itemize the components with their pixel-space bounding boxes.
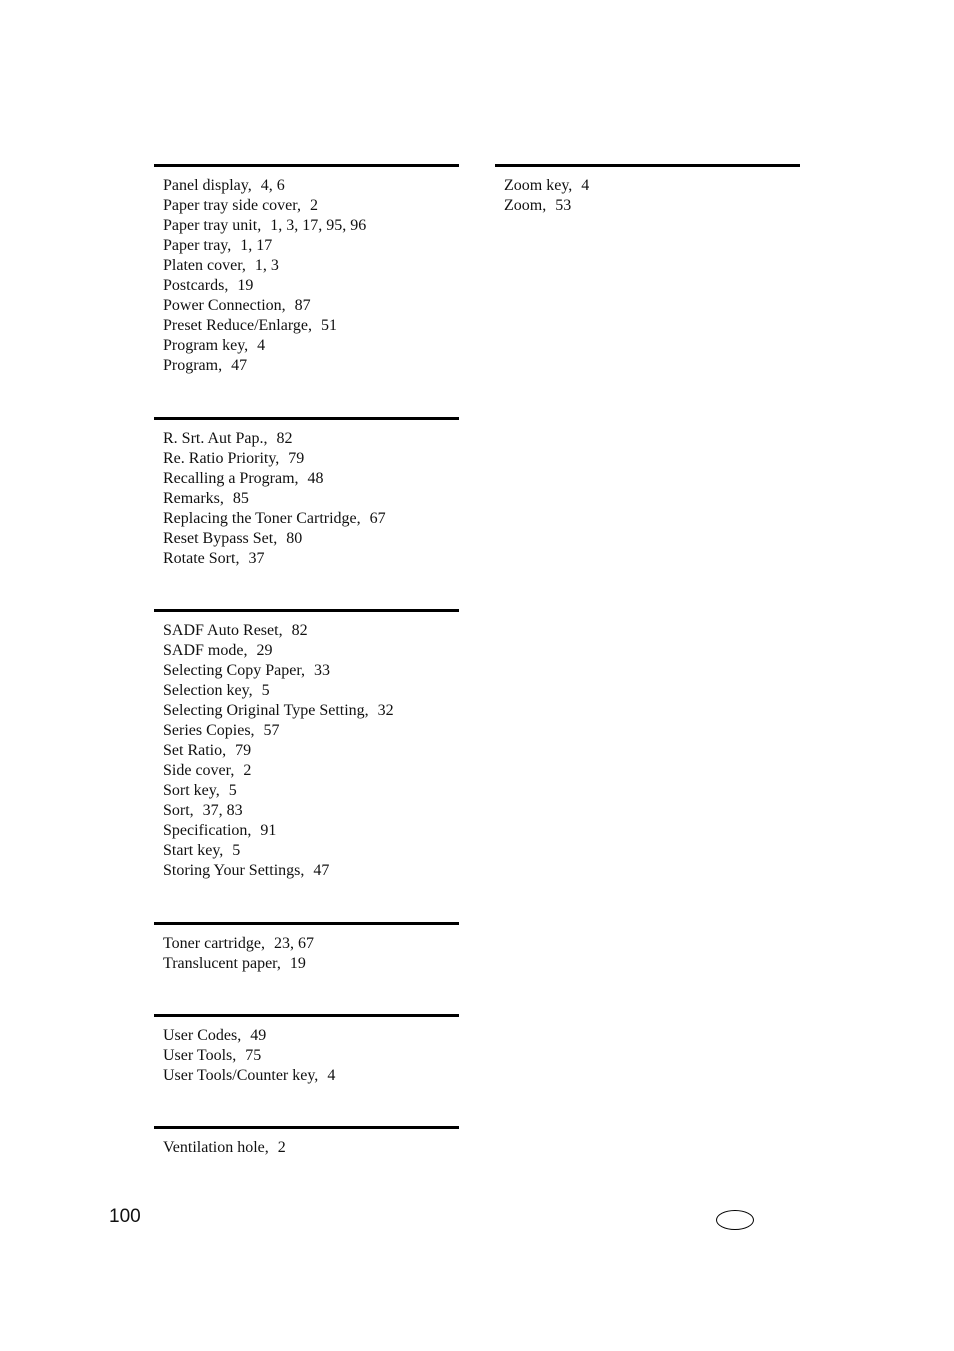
index-entry — [163, 549, 459, 569]
index-entry — [163, 449, 459, 469]
index-term: Platen cover, — [163, 257, 246, 274]
index-term: Zoom key, — [504, 177, 573, 194]
index-pages: 1, 3 — [254, 257, 279, 274]
index-term: Zoom, — [504, 197, 547, 214]
index-entry — [163, 861, 459, 881]
index-pages: 87 — [294, 297, 311, 314]
index-entry — [163, 821, 459, 841]
index-entry — [163, 236, 459, 256]
index-entry — [163, 681, 459, 701]
index-term: Program key, — [163, 337, 249, 354]
index-section-p — [154, 164, 459, 417]
index-term: Set Ratio, — [163, 742, 227, 759]
index-pages: 51 — [320, 317, 337, 334]
index-pages: 32 — [377, 702, 394, 719]
index-term: Paper tray side cover, — [163, 197, 301, 214]
index-term: Paper tray unit, — [163, 217, 262, 234]
index-term: Selecting Copy Paper, — [163, 662, 305, 679]
index-entry — [163, 216, 459, 236]
index-term: Translucent paper, — [163, 955, 281, 972]
index-term: SADF mode, — [163, 642, 248, 659]
index-term: SADF Auto Reset, — [163, 622, 283, 639]
index-section-z — [495, 164, 800, 236]
index-term: Rotate Sort, — [163, 550, 240, 567]
index-term: R. Srt. Aut Pap., — [163, 430, 268, 447]
index-pages: 79 — [235, 742, 252, 759]
index-entry — [163, 489, 459, 509]
index-pages: 4 — [581, 177, 590, 194]
index-term: Recalling a Program, — [163, 470, 299, 487]
index-entry — [163, 661, 459, 681]
index-pages: 48 — [307, 470, 324, 487]
index-entry — [163, 1066, 459, 1086]
index-term: Re. Ratio Priority, — [163, 450, 280, 467]
index-entry — [163, 469, 459, 489]
index-entry — [163, 529, 459, 549]
index-entry — [163, 954, 459, 974]
index-pages: 2 — [277, 1139, 286, 1156]
index-term: Reset Bypass Set, — [163, 530, 278, 547]
index-entry — [163, 841, 459, 861]
index-pages: 37, 83 — [202, 802, 243, 819]
index-term: Ventilation hole, — [163, 1139, 269, 1156]
index-term: User Tools, — [163, 1047, 237, 1064]
index-pages: 91 — [260, 822, 277, 839]
index-entry — [163, 1046, 459, 1066]
index-term: Sort key, — [163, 782, 220, 799]
index-entry — [163, 801, 459, 821]
index-pages: 75 — [245, 1047, 262, 1064]
index-pages: 85 — [232, 490, 249, 507]
index-entry — [163, 934, 459, 954]
index-term: Preset Reduce/Enlarge, — [163, 317, 312, 334]
index-pages: 82 — [276, 430, 293, 447]
index-pages: 5 — [261, 682, 270, 699]
index-entry — [163, 1138, 459, 1158]
index-pages: 5 — [228, 782, 237, 799]
index-entry — [163, 336, 459, 356]
page-number: 100 — [109, 1206, 141, 1227]
index-term: Postcards, — [163, 277, 229, 294]
index-pages: 4, 6 — [260, 177, 285, 194]
index-term: Power Connection, — [163, 297, 286, 314]
index-pages: 47 — [313, 862, 330, 879]
index-entry — [163, 641, 459, 661]
index-entry — [163, 701, 459, 721]
index-pages: 1, 3, 17, 95, 96 — [270, 217, 367, 234]
index-pages: 23, 67 — [273, 935, 314, 952]
index-pages: 82 — [291, 622, 308, 639]
index-term: Paper tray, — [163, 237, 232, 254]
index-entry — [163, 721, 459, 741]
index-pages: 79 — [288, 450, 305, 467]
index-entry — [504, 196, 800, 216]
index-entry — [163, 316, 459, 336]
index-entry — [504, 176, 800, 196]
index-pages: 47 — [231, 357, 248, 374]
index-term: Start key, — [163, 842, 224, 859]
index-term: Program, — [163, 357, 223, 374]
index-pages: 4 — [257, 337, 266, 354]
index-term: Toner cartridge, — [163, 935, 265, 952]
index-term: Sort, — [163, 802, 194, 819]
index-pages: 19 — [237, 277, 254, 294]
index-pages: 33 — [314, 662, 330, 679]
index-entry — [163, 356, 459, 376]
index-entry — [163, 256, 459, 276]
index-column-right — [495, 164, 800, 236]
index-term: Selection key, — [163, 682, 253, 699]
index-entry — [163, 741, 459, 761]
index-entry — [163, 621, 459, 641]
index-pages: 4 — [327, 1067, 336, 1084]
index-term: Remarks, — [163, 490, 224, 507]
index-term: Panel display, — [163, 177, 252, 194]
index-section-u — [154, 1014, 459, 1126]
index-entry — [163, 176, 459, 196]
index-pages: 37 — [248, 550, 265, 567]
index-entry — [163, 429, 459, 449]
index-term: Side cover, — [163, 762, 235, 779]
index-pages: 49 — [250, 1027, 267, 1044]
index-pages: 53 — [555, 197, 572, 214]
index-term: User Codes, — [163, 1027, 242, 1044]
index-pages: 2 — [309, 197, 318, 214]
index-section-t — [154, 922, 459, 1014]
index-entry — [163, 761, 459, 781]
index-term: Specification, — [163, 822, 252, 839]
index-section-v — [154, 1126, 459, 1168]
index-term: Selecting Original Type Setting, — [163, 702, 369, 719]
index-entry — [163, 296, 459, 316]
index-pages: 1, 17 — [240, 237, 273, 254]
index-pages: 80 — [286, 530, 303, 547]
index-entry — [163, 276, 459, 296]
index-term: Storing Your Settings, — [163, 862, 305, 879]
index-section-r — [154, 417, 459, 609]
index-pages: 67 — [369, 510, 386, 527]
index-pages: 2 — [243, 762, 252, 779]
index-entry — [163, 781, 459, 801]
index-pages: 5 — [232, 842, 241, 859]
index-pages: 29 — [256, 642, 273, 659]
index-section-s — [154, 609, 459, 922]
index-term: Replacing the Toner Cartridge, — [163, 510, 361, 527]
index-term: User Tools/Counter key, — [163, 1067, 319, 1084]
index-entry — [163, 196, 459, 216]
language-oval-icon — [716, 1210, 754, 1230]
index-pages: 57 — [263, 722, 280, 739]
index-term: Series Copies, — [163, 722, 255, 739]
index-column-left — [154, 164, 459, 1168]
index-pages: 19 — [289, 955, 306, 972]
index-entry — [163, 509, 459, 529]
index-entry — [163, 1026, 459, 1046]
